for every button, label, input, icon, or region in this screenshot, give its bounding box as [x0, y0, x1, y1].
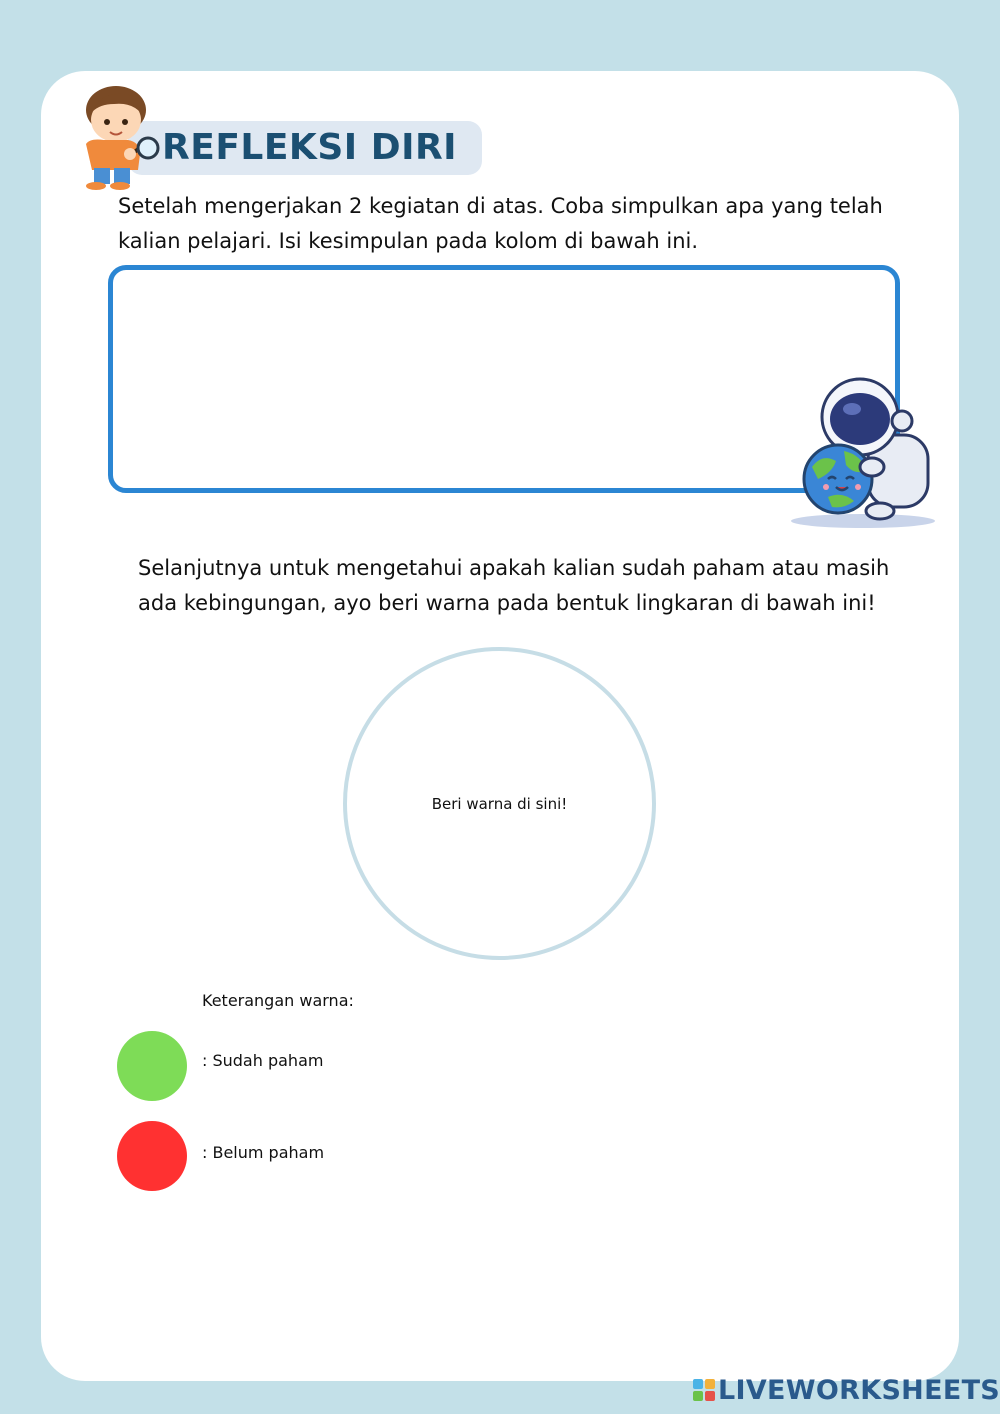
- conclusion-input[interactable]: [108, 265, 900, 493]
- intro-paragraph: Setelah mengerjakan 2 kegiatan di atas. Coba simpulkan apa yang telah kalian pelajari. Isi kesimpulan pada kolom di bawah ini.: [118, 194, 883, 253]
- color-circle[interactable]: [343, 647, 656, 960]
- legend-green-dot: [117, 1031, 187, 1101]
- legend-label-understood: : Sudah paham: [202, 1051, 324, 1070]
- instruction-paragraph: Selanjutnya untuk mengetahui apakah kalian sudah paham atau masih ada kebingungan, ayo beri warna pada bentuk lingkaran di bawah ini!: [138, 556, 890, 615]
- page-title: REFLEKSI DIRI: [162, 127, 458, 168]
- liveworksheets-logo-icon: [692, 1378, 716, 1402]
- color-circle-label: Beri warna di sini!: [431, 794, 568, 813]
- brand-text: LIVEWORKSHEETS: [718, 1374, 1000, 1406]
- legend-title: Keterangan warna:: [202, 991, 354, 1010]
- legend-label-not-understood: : Belum paham: [202, 1143, 325, 1162]
- liveworksheets-brand: [692, 1371, 1000, 1409]
- astronaut-hugging-earth-icon: [788, 375, 938, 530]
- legend-red-dot: [117, 1121, 187, 1191]
- boy-with-magnifier-icon: [70, 82, 162, 192]
